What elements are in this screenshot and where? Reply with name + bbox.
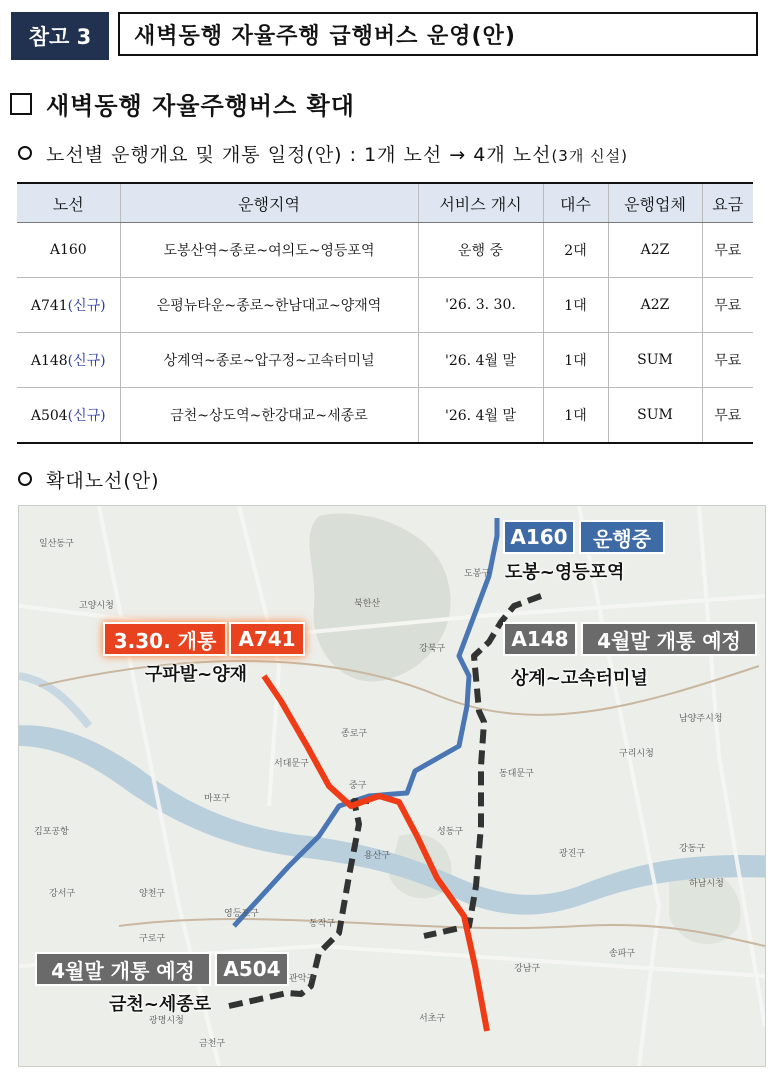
table-row [17,278,753,333]
bullet-circle-icon [18,472,32,486]
col-header-area: 운행지역 [120,183,418,223]
road [239,506,279,806]
place-label: 동대문구 [499,769,534,779]
place-label: 구로구 [139,934,166,944]
checkbox-square-icon [10,93,32,115]
cell-start: 운행 중 [418,223,543,278]
reference-tag: 참고 3 [11,12,109,60]
cell-count: 2대 [543,223,608,278]
route-date-a741: 3.30. 개통 [103,622,227,656]
route-caption-a160: 도봉~영등포역 [505,562,625,583]
cell-start: '26. 4월 말 [418,388,543,444]
road [699,506,765,1026]
route-map [18,505,766,1067]
place-label: 강동구 [679,844,706,854]
place-label: 강서구 [49,889,76,899]
cell-route: A741(신규) [17,278,120,333]
route-status-a160: 운행중 [579,520,665,554]
cell-fare: 무료 [702,278,753,333]
cell-area: 은평뉴타운~종로~한남대교~양재역 [120,278,418,333]
place-label: 용산구 [364,851,391,861]
place-label: 서대문구 [274,759,309,769]
cell-count: 1대 [543,278,608,333]
place-label: 고양시청 [79,601,114,611]
place-label: 광진구 [559,849,586,859]
cell-fare: 무료 [702,223,753,278]
col-header-route: 노선 [17,183,120,223]
place-label: 서초구 [419,1014,446,1024]
cell-route: A148(신규) [17,333,120,388]
place-label: 금천구 [199,1039,226,1049]
place-label: 성동구 [437,827,464,837]
cell-count: 1대 [543,333,608,388]
place-label: 동작구 [309,919,336,929]
route-code-a148: A148 [503,622,577,656]
cell-operator: A2Z [608,278,702,333]
place-label: 마포구 [204,794,231,804]
cell-operator: SUM [608,333,702,388]
cell-operator: SUM [608,388,702,444]
place-label: 북한산 [354,599,381,609]
col-header-operator: 운행업체 [608,183,702,223]
cell-start: '26. 4월 말 [418,333,543,388]
route-code-a741: A741 [229,622,305,656]
place-label: 관악구 [289,974,316,984]
table-row [17,333,753,388]
place-label: 남양주시청 [679,714,723,724]
route-caption-a741: 구파발~양재 [145,664,248,685]
cell-fare: 무료 [702,388,753,444]
bullet-circle-icon [18,146,32,160]
cell-fare: 무료 [702,333,753,388]
place-label: 송파구 [609,949,636,959]
route-caption-a504: 금천~세종로 [109,994,212,1015]
expressway [119,919,765,946]
place-label: 하남시청 [689,879,724,889]
cell-route: A160 [17,223,120,278]
subtitle-expansion-map: 확대노선(안) [18,466,160,493]
section-title: 새벽동행 자율주행버스 확대 [10,86,355,121]
page-title: 새벽동행 자율주행 급행버스 운영(안) [118,12,758,56]
table-row [17,388,753,444]
cell-count: 1대 [543,388,608,444]
route-caption-a148: 상계~고속터미널 [511,668,648,689]
route-status-a148: 4월말 개통 예정 [581,622,757,656]
cell-start: '26. 3. 30. [418,278,543,333]
col-header-fare: 요금 [702,183,753,223]
route-code-a504: A504 [215,952,289,986]
place-label: 김포공항 [34,827,69,837]
place-label: 광명시청 [149,1016,184,1026]
cell-operator: A2Z [608,223,702,278]
cell-area: 상계역~종로~압구정~고속터미널 [120,333,418,388]
place-label: 강남구 [514,964,541,974]
place-label: 도봉구 [464,569,491,579]
place-label: 구리시청 [619,749,654,759]
route-code-a160: A160 [503,520,575,554]
col-header-count: 대수 [543,183,608,223]
place-label: 종로구 [341,729,368,739]
subtitle-route-overview: 노선별 운행개요 및 개통 일정(안) : 1개 노선 → 4개 노선(3개 신설) [18,140,628,167]
place-label: 양천구 [139,889,166,899]
place-label: 강북구 [419,644,446,654]
place-label: 영등포구 [224,909,259,919]
cell-route: A504(신규) [17,388,120,444]
place-label: 일산동구 [39,539,74,549]
table-row [17,223,753,278]
place-label: 중구 [349,781,367,791]
col-header-start: 서비스 개시 [418,183,543,223]
road [579,506,659,1066]
cell-area: 금천~상도역~한강대교~세종로 [120,388,418,444]
route-table [17,182,753,444]
route-status-a504: 4월말 개통 예정 [35,952,211,986]
cell-area: 도봉산역~종로~여의도~영등포역 [120,223,418,278]
table-header-row [17,183,753,223]
